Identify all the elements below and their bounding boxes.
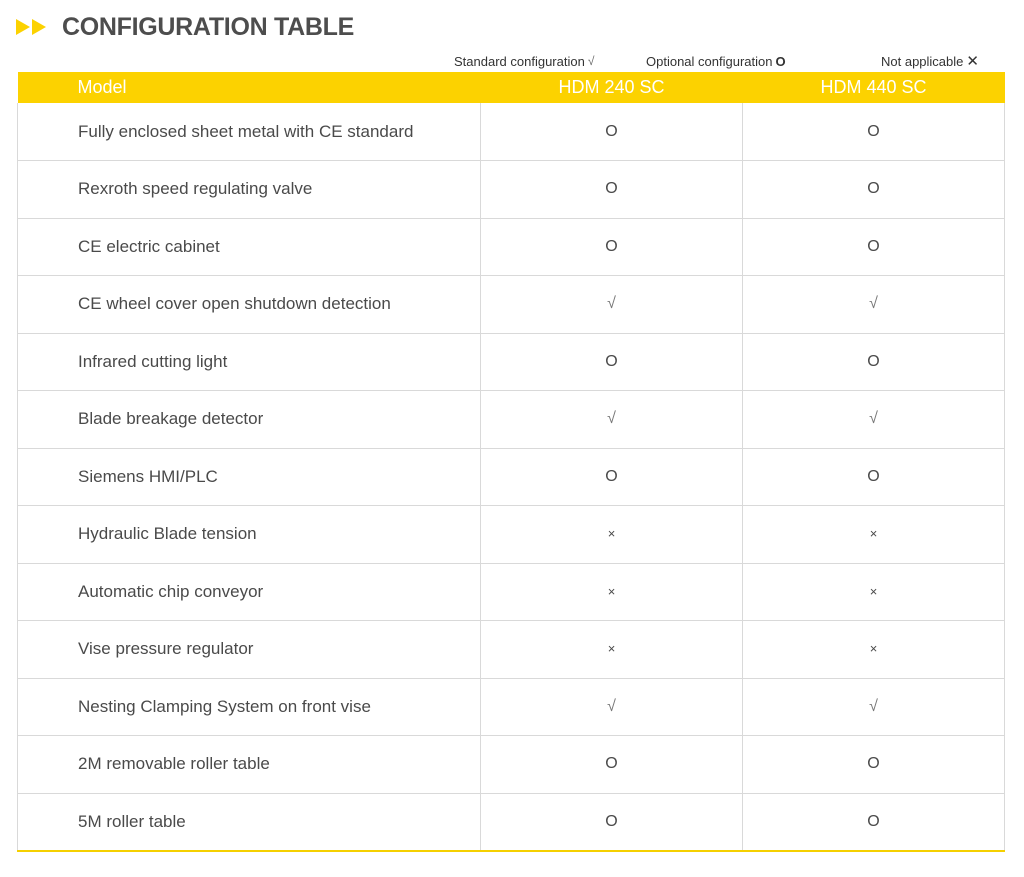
standard-mark: √ <box>869 410 878 428</box>
title-bar <box>16 10 354 44</box>
table-row <box>18 678 1005 736</box>
legend-not-applicable-label: Not applicable <box>881 53 964 69</box>
optional-mark: O <box>867 237 880 255</box>
feature-name: CE wheel cover open shutdown detection <box>18 276 481 334</box>
legend-optional-label: Optional configuration <box>646 53 773 69</box>
legend-not-applicable <box>881 52 979 70</box>
header-model: Model <box>77 77 127 97</box>
feature-name: Nesting Clamping System on front vise <box>18 678 481 736</box>
optional-mark: O <box>605 237 618 255</box>
table-row <box>18 333 1005 391</box>
optional-mark: O <box>867 122 880 140</box>
value-hdm-440-sc <box>743 793 1005 851</box>
table-row <box>18 103 1005 161</box>
value-hdm-240-sc <box>481 391 743 449</box>
not-applicable-mark: × <box>869 526 878 542</box>
feature-name: 5M roller table <box>18 793 481 851</box>
feature-name: Rexroth speed regulating valve <box>18 161 481 219</box>
standard-mark: √ <box>607 410 616 428</box>
value-hdm-240-sc <box>481 276 743 334</box>
value-hdm-240-sc <box>481 218 743 276</box>
value-hdm-440-sc <box>743 391 1005 449</box>
value-hdm-240-sc <box>481 563 743 621</box>
value-hdm-440-sc <box>743 333 1005 391</box>
table-row <box>18 736 1005 794</box>
feature-name: 2M removable roller table <box>18 736 481 794</box>
table-header-row <box>18 72 1005 103</box>
optional-mark: O <box>867 755 880 773</box>
value-hdm-440-sc <box>743 678 1005 736</box>
not-applicable-mark: × <box>607 526 616 542</box>
value-hdm-440-sc <box>743 563 1005 621</box>
value-hdm-440-sc <box>743 276 1005 334</box>
value-hdm-440-sc <box>743 103 1005 161</box>
value-hdm-240-sc <box>481 793 743 851</box>
value-hdm-240-sc <box>481 736 743 794</box>
optional-mark: O <box>867 180 880 198</box>
header-hdm-440-sc: HDM 440 SC <box>820 77 927 97</box>
table-row <box>18 448 1005 506</box>
optional-mark: O <box>605 352 618 370</box>
table-body <box>18 103 1005 851</box>
not-applicable-mark: × <box>869 641 878 657</box>
standard-mark: √ <box>607 697 616 715</box>
table-row <box>18 391 1005 449</box>
optional-mark: O <box>605 812 618 830</box>
table-row <box>18 793 1005 851</box>
value-hdm-440-sc <box>743 161 1005 219</box>
value-hdm-240-sc <box>481 448 743 506</box>
table-row <box>18 161 1005 219</box>
table-row <box>18 621 1005 679</box>
legend-standard-label: Standard configuration <box>454 53 585 69</box>
page-title: CONFIGURATION TABLE <box>62 12 354 41</box>
feature-name: CE electric cabinet <box>18 218 481 276</box>
standard-mark: √ <box>869 697 878 715</box>
circle-o-icon: O <box>775 53 786 69</box>
feature-name: Hydraulic Blade tension <box>18 506 481 564</box>
optional-mark: O <box>605 755 618 773</box>
table-row <box>18 276 1005 334</box>
value-hdm-240-sc <box>481 506 743 564</box>
check-icon: √ <box>587 54 595 68</box>
not-applicable-mark: × <box>869 583 878 599</box>
header-hdm-240-sc: HDM 240 SC <box>558 77 665 97</box>
optional-mark: O <box>867 812 880 830</box>
table-row <box>18 506 1005 564</box>
cross-icon: ✕ <box>966 53 979 70</box>
feature-name: Infrared cutting light <box>18 333 481 391</box>
value-hdm-240-sc <box>481 621 743 679</box>
double-arrow-icon <box>16 19 48 35</box>
table-row <box>18 563 1005 621</box>
value-hdm-440-sc <box>743 218 1005 276</box>
value-hdm-240-sc <box>481 103 743 161</box>
standard-mark: √ <box>869 295 878 313</box>
legend-standard <box>454 52 594 70</box>
feature-name: Fully enclosed sheet metal with CE standard <box>18 103 481 161</box>
value-hdm-440-sc <box>743 506 1005 564</box>
feature-name: Automatic chip conveyor <box>18 563 481 621</box>
not-applicable-mark: × <box>607 583 616 599</box>
configuration-table <box>17 72 1005 852</box>
value-hdm-440-sc <box>743 736 1005 794</box>
optional-mark: O <box>605 467 618 485</box>
value-hdm-440-sc <box>743 621 1005 679</box>
value-hdm-440-sc <box>743 448 1005 506</box>
feature-name: Blade breakage detector <box>18 391 481 449</box>
optional-mark: O <box>867 467 880 485</box>
optional-mark: O <box>605 122 618 140</box>
feature-name: Siemens HMI/PLC <box>18 448 481 506</box>
value-hdm-240-sc <box>481 161 743 219</box>
table-row <box>18 218 1005 276</box>
not-applicable-mark: × <box>607 641 616 657</box>
optional-mark: O <box>867 352 880 370</box>
value-hdm-240-sc <box>481 333 743 391</box>
feature-name: Vise pressure regulator <box>18 621 481 679</box>
legend-optional <box>646 52 786 70</box>
standard-mark: √ <box>607 295 616 313</box>
value-hdm-240-sc <box>481 678 743 736</box>
optional-mark: O <box>605 180 618 198</box>
